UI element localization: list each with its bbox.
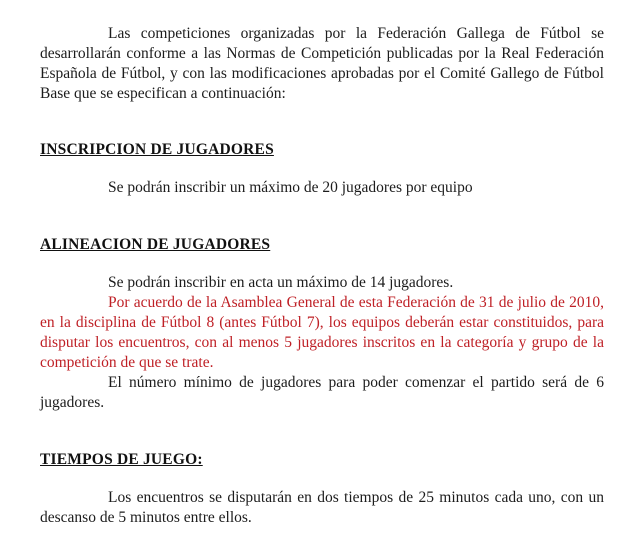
section-body-alineacion	[40, 273, 604, 413]
body-paragraph: Se podrán inscribir un máximo de 20 jugadores por equipo	[108, 179, 473, 196]
section-heading-alineacion: ALINEACION DE JUGADORES	[40, 236, 271, 253]
body-paragraph: Los encuentros se disputarán en dos tiempos de 25 minutos cada uno, con un descanso de 5 minutos entre ellos.	[40, 489, 604, 526]
body-paragraph: Se podrán inscribir en acta un máximo de 14 jugadores.	[108, 274, 454, 291]
section-heading-tiempos: TIEMPOS DE JUEGO:	[40, 451, 203, 468]
body-paragraph-red-note: Por acuerdo de la Asamblea General de esta Federación de 31 de julio de 2010, en la disciplina de Fútbol 8 (antes Fútbol 7), los equipos deberán estar constituidos, para disputar los encuentros, con al menos 5 jugadores inscritos en la categoría y grupo de la competición de que se trate.	[40, 294, 604, 371]
body-paragraph: El número mínimo de jugadores para poder comenzar el partido será de 6 jugadores.	[40, 374, 604, 411]
section-heading-inscripcion: INSCRIPCION DE JUGADORES	[40, 141, 274, 158]
section-body-inscripcion	[40, 178, 604, 198]
section-body-tiempos	[40, 488, 604, 528]
intro-paragraph: Las competiciones organizadas por la Federación Gallega de Fútbol se desarrollarán conforme a las Normas de Competición publicadas por la Real Federación Española de Fútbol, y con las modificaciones aprobadas por el Comité Gallego de Fútbol Base que se especifican a continuación:	[40, 25, 604, 102]
